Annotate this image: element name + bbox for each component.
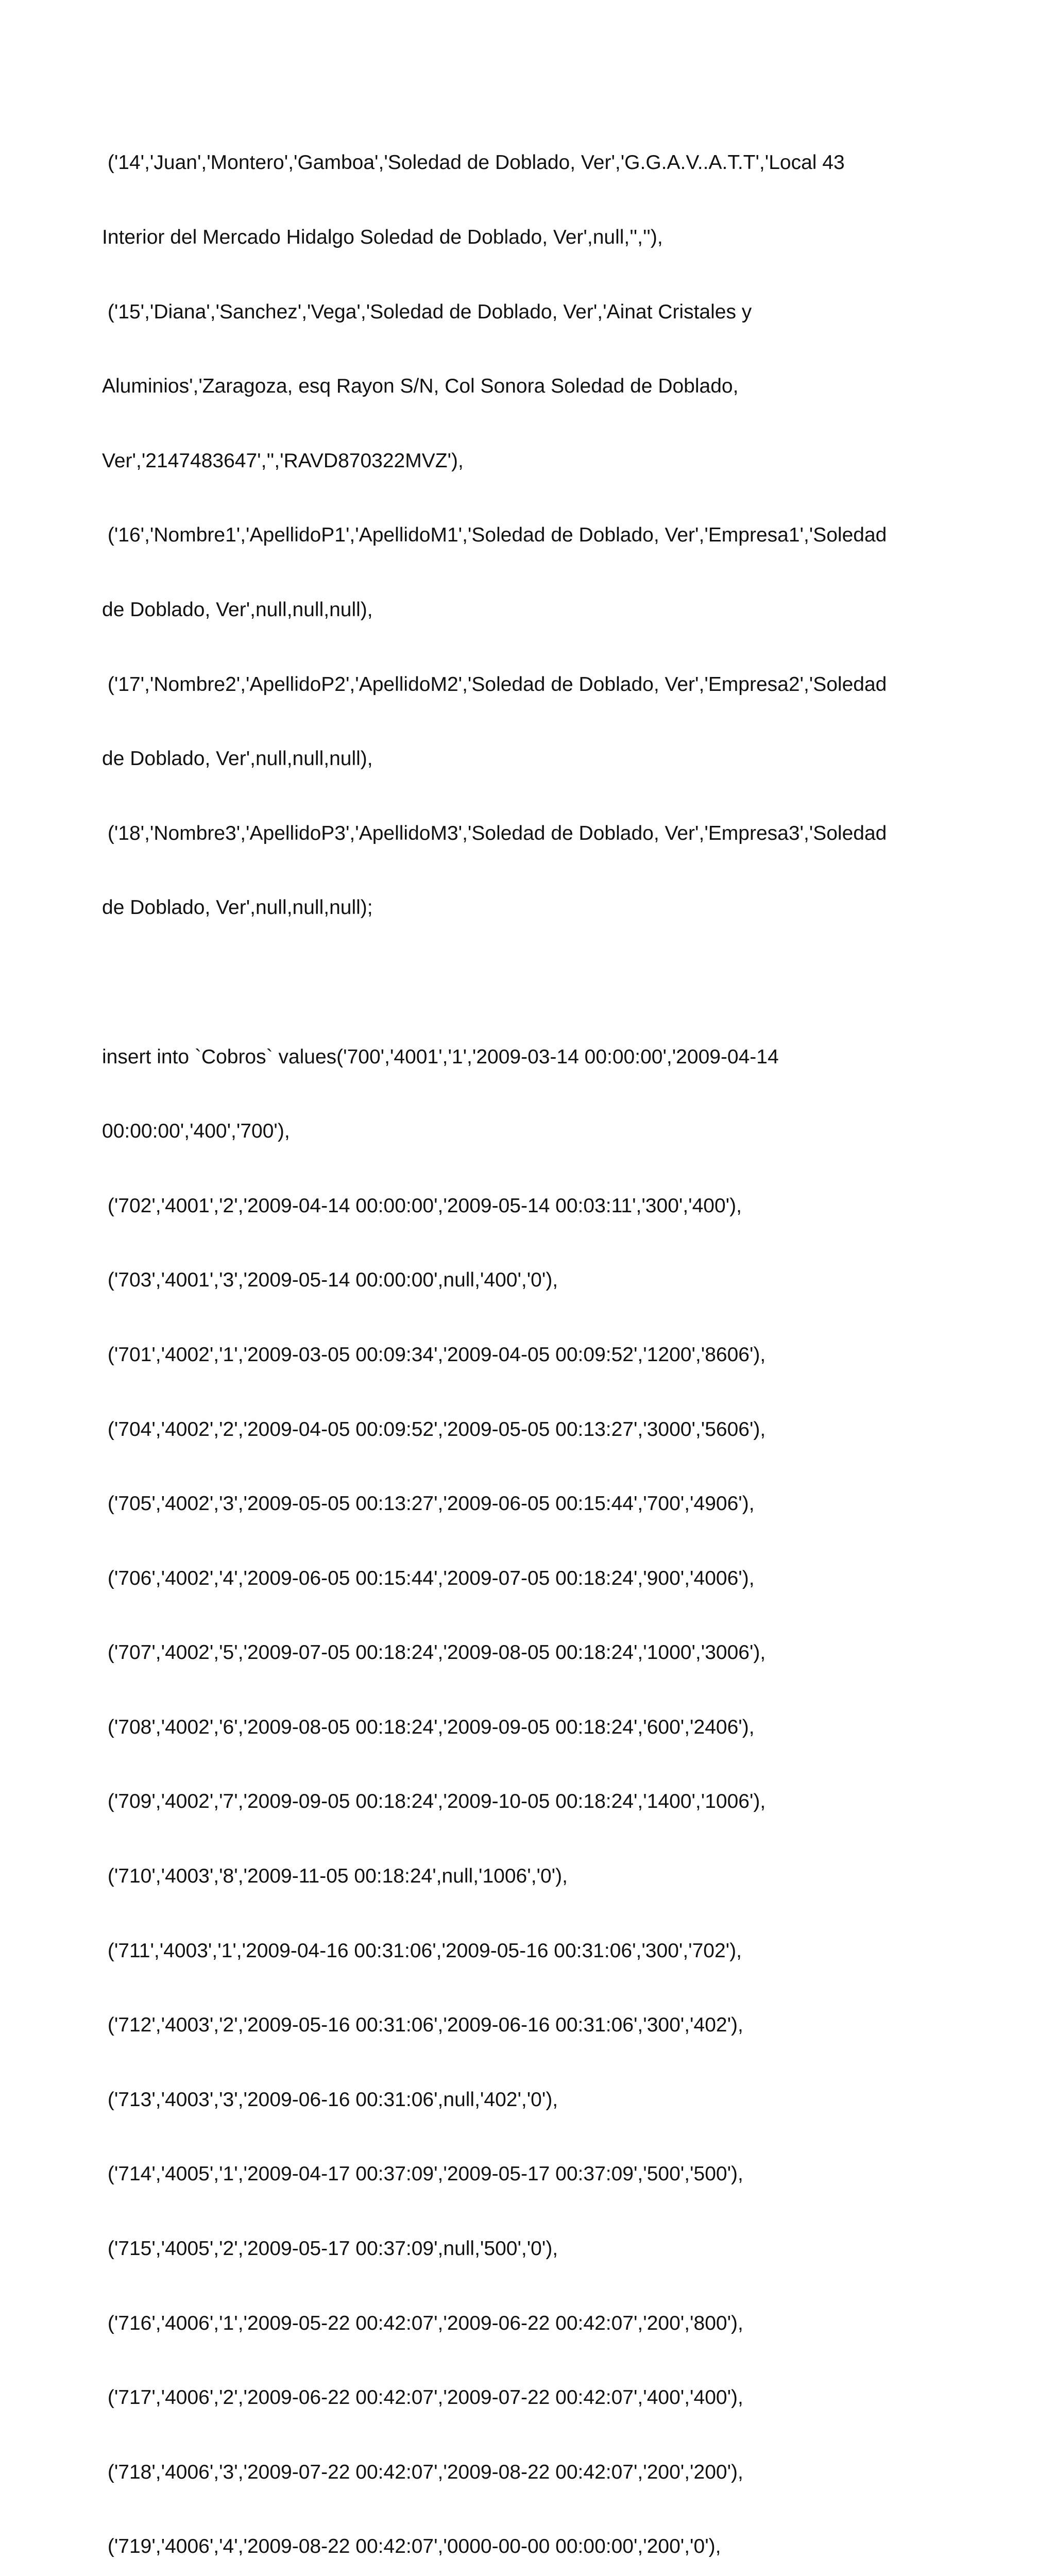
text-line: ('715','4005','2','2009-05-17 00:37:09',null,'500','0'),: [102, 2238, 558, 2260]
text-line: de Doblado, Ver',null,null,null),: [102, 748, 373, 770]
text-line: ('705','4002','3','2009-05-05 00:13:27','2009-06-05 00:15:44','700','4906'),: [102, 1493, 755, 1515]
text-line: ('718','4006','3','2009-07-22 00:42:07','2009-08-22 00:42:07','200','200'),: [102, 2461, 743, 2483]
text-line: Aluminios','Zaragoza, esq Rayon S/N, Col Sonora Soledad de Doblado,: [102, 375, 739, 398]
text-line: ('17','Nombre2','ApellidoP2','ApellidoM2','Soledad de Doblado, Ver','Empresa2','Soledad: [102, 673, 887, 696]
text-line: ('710','4003','8','2009-11-05 00:18:24',null,'1006','0'),: [102, 1865, 568, 1888]
text-line: ('702','4001','2','2009-04-14 00:00:00','2009-05-14 00:03:11','300','400'),: [102, 1194, 742, 1217]
text-line: ('701','4002','1','2009-03-05 00:09:34','2009-04-05 00:09:52','1200','8606'),: [102, 1343, 766, 1366]
text-line: 00:00:00','400','700'),: [102, 1120, 290, 1143]
text-line: ('713','4003','3','2009-06-16 00:31:06',null,'402','0'),: [102, 2088, 558, 2111]
text-line: Ver','2147483647','','RAVD870322MVZ'),: [102, 449, 464, 472]
text-line: de Doblado, Ver',null,null,null),: [102, 598, 373, 621]
text-line: ('717','4006','2','2009-06-22 00:42:07','2009-07-22 00:42:07','400','400'),: [102, 2386, 743, 2409]
text-line: ('712','4003','2','2009-05-16 00:31:06','2009-06-16 00:31:06','300','402'),: [102, 2014, 743, 2037]
text-line: de Doblado, Ver',null,null,null);: [102, 896, 373, 919]
text-line: ('15','Diana','Sanchez','Vega','Soledad de Doblado, Ver','Ainat Cristales y: [102, 300, 752, 323]
text-line: ('707','4002','5','2009-07-05 00:18:24','2009-08-05 00:18:24','1000','3006'),: [102, 1641, 766, 1664]
sql-text-block: [102, 101, 967, 2576]
blank-line: [102, 970, 967, 995]
text-line: insert into `Cobros` values('700','4001','1','2009-03-14 00:00:00','2009-04-14: [102, 1045, 779, 1068]
text-line: ('706','4002','4','2009-06-05 00:15:44','2009-07-05 00:18:24','900','4006'),: [102, 1567, 755, 1589]
text-line: ('703','4001','3','2009-05-14 00:00:00',null,'400','0'),: [102, 1269, 558, 1292]
text-line: ('16','Nombre1','ApellidoP1','ApellidoM1','Soledad de Doblado, Ver','Empresa1','Soledad: [102, 524, 887, 547]
text-line: ('719','4006','4','2009-08-22 00:42:07','0000-00-00 00:00:00','200','0'),: [102, 2535, 721, 2558]
text-line: ('711','4003','1','2009-04-16 00:31:06','2009-05-16 00:31:06','300','702'),: [102, 1939, 742, 1962]
text-line: ('708','4002','6','2009-08-05 00:18:24','2009-09-05 00:18:24','600','2406'),: [102, 1716, 755, 1738]
text-line: ('709','4002','7','2009-09-05 00:18:24','2009-10-05 00:18:24','1400','1006'),: [102, 1790, 766, 1813]
text-line: ('714','4005','1','2009-04-17 00:37:09','2009-05-17 00:37:09','500','500'),: [102, 2163, 743, 2185]
text-line: ('716','4006','1','2009-05-22 00:42:07','2009-06-22 00:42:07','200','800'),: [102, 2312, 743, 2334]
text-line: ('704','4002','2','2009-04-05 00:09:52','2009-05-05 00:13:27','3000','5606'),: [102, 1418, 766, 1440]
text-line: ('18','Nombre3','ApellidoP3','ApellidoM3','Soledad de Doblado, Ver','Empresa3','Soledad: [102, 822, 887, 844]
text-line: Interior del Mercado Hidalgo Soledad de Doblado, Ver',null,'',''),: [102, 226, 663, 248]
text-line: ('14','Juan','Montero','Gamboa','Soledad de Doblado, Ver','G.G.A.V..A.T.T','Local 43: [102, 151, 845, 174]
